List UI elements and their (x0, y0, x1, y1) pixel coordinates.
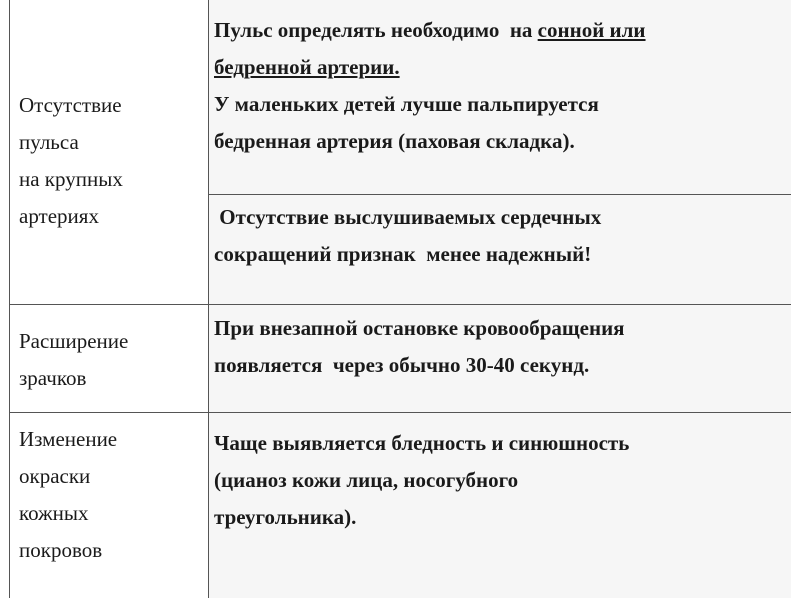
row2-label-line: Расширение (19, 329, 129, 353)
row3-label-line: кожных (19, 501, 89, 525)
row1-label-line: пульса (19, 130, 79, 154)
row1-label-line: на крупных (19, 167, 123, 191)
row1-label-cell (10, 0, 209, 304)
row1a-line2-underlined: бедренной артерии. (214, 55, 400, 79)
row3-label-line: Изменение (19, 427, 118, 451)
row1a-line1 (214, 12, 791, 49)
row2-detail-cell (209, 304, 791, 412)
row1-detail-cell-b (209, 194, 791, 304)
row1b-line2: сокращений признак менее надежный! (214, 242, 592, 266)
row1a-line1-underlined: сонной или (537, 18, 646, 42)
row1a-line3: У маленьких детей лучше пальпируется (214, 92, 599, 116)
row2-label-cell (10, 304, 209, 412)
row3-detail-line: (цианоз кожи лица, носогубного (214, 468, 519, 492)
row1-detail-cell-a (209, 0, 791, 194)
row2-detail-line: При внезапной остановке кровообращения (214, 316, 625, 340)
row3-detail-line: Чаще выявляется бледность и синюшность (214, 431, 630, 455)
symptoms-table (9, 0, 790, 598)
row1-label-line: Отсутствие (19, 93, 122, 117)
row2-label-line: зрачков (19, 366, 87, 390)
row3-label-cell (10, 412, 209, 598)
row3-detail-line: треугольника). (214, 505, 357, 529)
row2-detail-line: появляется через обычно 30-40 секунд. (214, 353, 590, 377)
row3-label-line: окраски (19, 464, 91, 488)
row3-label-line: покровов (19, 538, 103, 562)
row1-label-line: артериях (19, 204, 99, 228)
row1a-line4: бедренная артерия (паховая складка). (214, 129, 575, 153)
row1b-line1: Отсутствие выслушиваемых сердечных (214, 205, 602, 229)
row3-detail-cell (209, 412, 791, 598)
row1a-line1-plain: Пульс определять необходимо на (214, 18, 538, 42)
